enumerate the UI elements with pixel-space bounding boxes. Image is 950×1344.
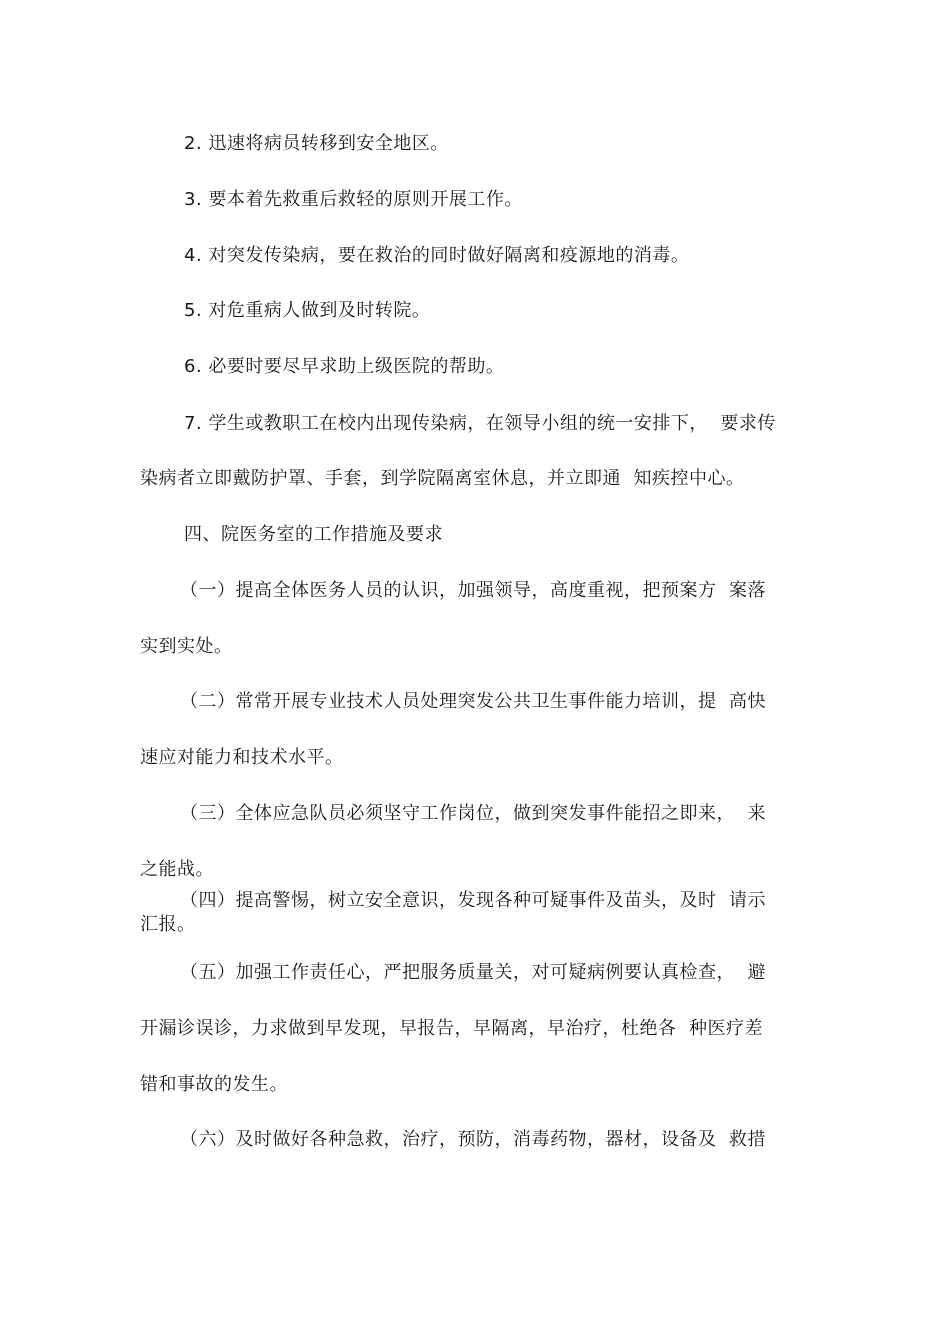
paragraph-line: 4. 对突发传染病，要在救治的同时做好隔离和疫源地的消毒。 xyxy=(184,245,690,266)
paragraph-line: 6. 必要时要尽早求助上级医院的帮助。 xyxy=(184,356,505,377)
paragraph-line: （三）全体应急队员必须坚守工作岗位，做到突发事件能招之即来， 来 xyxy=(180,803,766,824)
paragraph-line: 实到实处。 xyxy=(140,636,233,657)
paragraph-line: 5. 对危重病人做到及时转院。 xyxy=(184,300,431,321)
paragraph-line: 开漏诊误诊，力求做到早发现，早报告，早隔离，早治疗，杜绝各 种医疗差 xyxy=(140,1018,763,1039)
paragraph-line: （五）加强工作责任心，严把服务质量关，对可疑病例要认真检查， 避 xyxy=(180,962,766,983)
paragraph-line: 错和事故的发生。 xyxy=(140,1074,288,1095)
section-heading: 四、院医务室的工作措施及要求 xyxy=(184,524,443,545)
paragraph-line: （四）提高警惕，树立安全意识，发现各种可疑事件及苗头，及时 请示 xyxy=(180,890,766,911)
paragraph-line: 7. 学生或教职工在校内出现传染病，在领导小组的统一安排下， 要求传 xyxy=(184,413,776,434)
paragraph-line: （六）及时做好各种急救，治疗，预防，消毒药物，器材，设备及 救措 xyxy=(180,1129,766,1150)
paragraph-line: 染病者立即戴防护罩、手套，到学院隔离室休息，并立即通 知疾控中心。 xyxy=(140,468,745,489)
paragraph-line: （一）提高全体医务人员的认识，加强领导，高度重视，把预案方 案落 xyxy=(180,580,766,601)
paragraph-line: 速应对能力和技术水平。 xyxy=(140,747,344,768)
paragraph-line: 之能战。 xyxy=(140,859,214,880)
paragraph-line: 3. 要本着先救重后救轻的原则开展工作。 xyxy=(184,189,523,210)
paragraph-line: 2. 迅速将病员转移到安全地区。 xyxy=(184,133,449,154)
paragraph-line: （二）常常开展专业技术人员处理突发公共卫生事件能力培训，提 高快 xyxy=(180,691,766,712)
paragraph-line: 汇报。 xyxy=(140,914,196,935)
